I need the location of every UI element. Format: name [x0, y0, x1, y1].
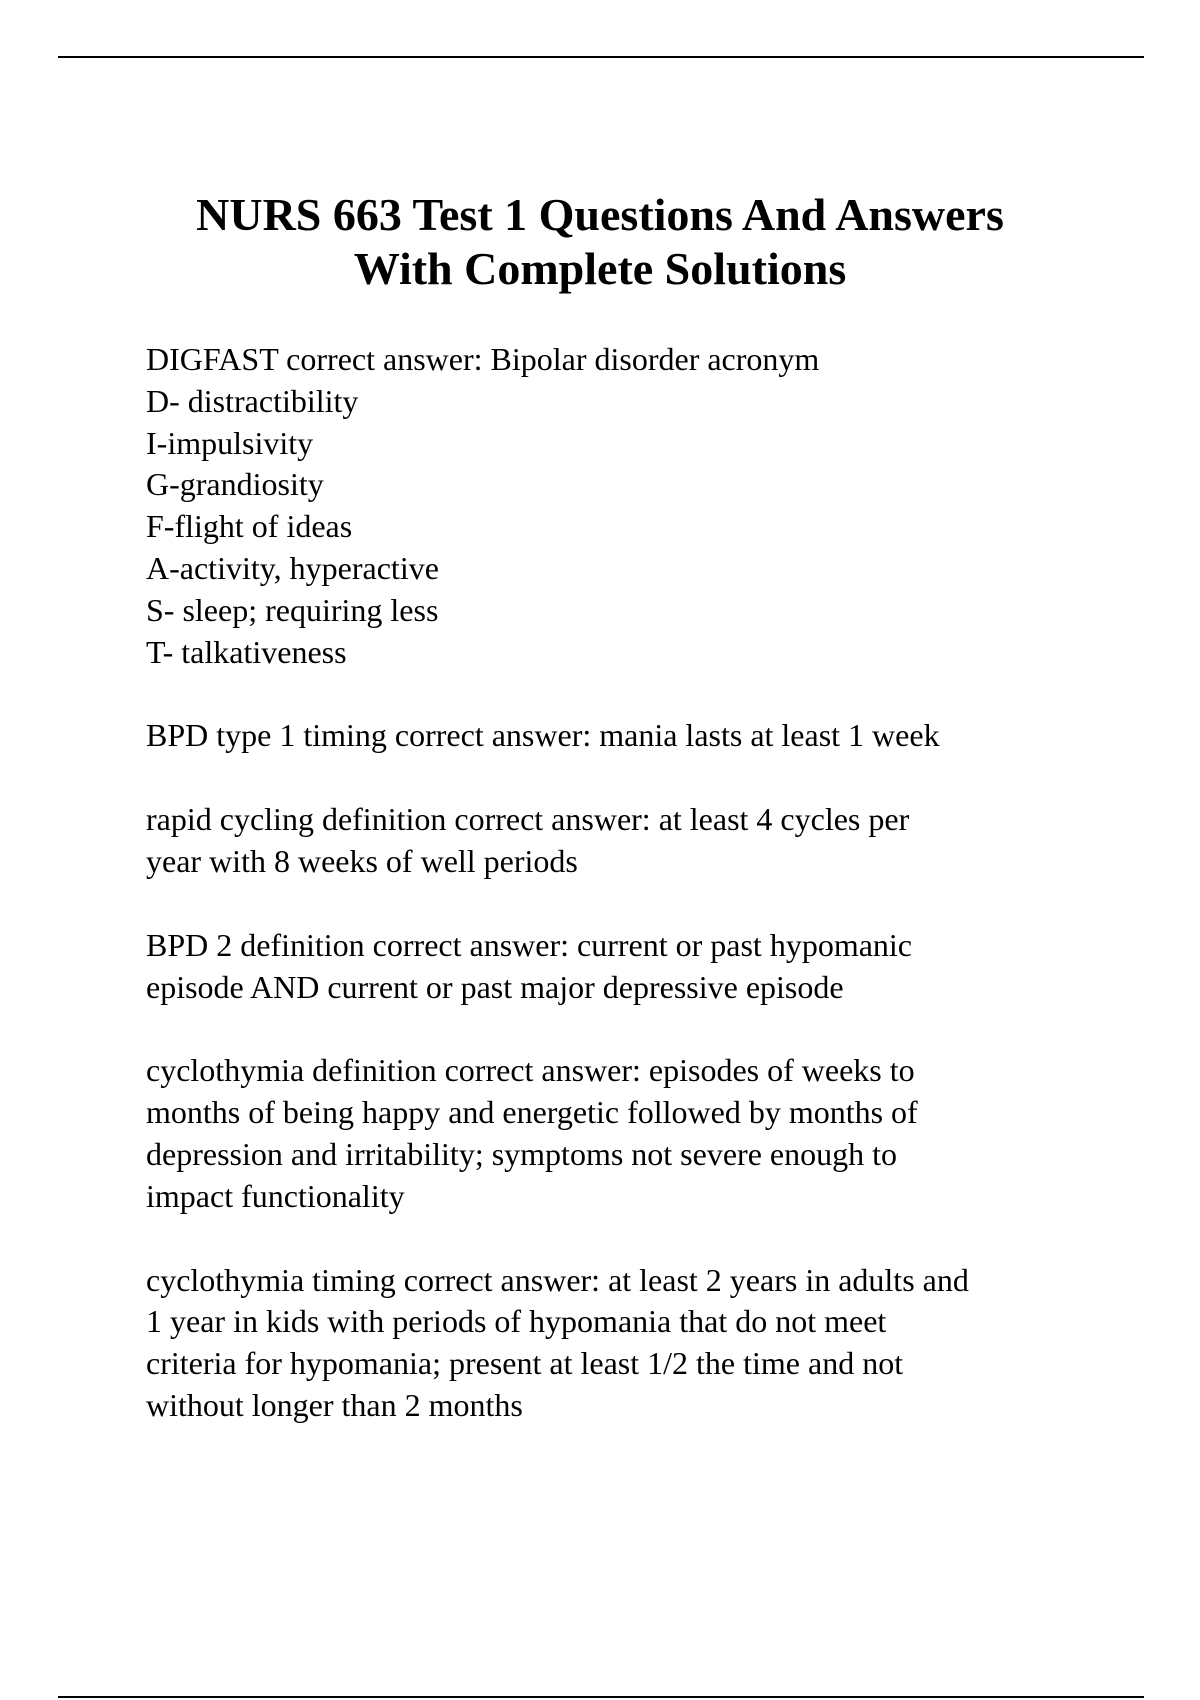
- entry-line: year with 8 weeks of well periods: [146, 842, 578, 879]
- entry-line: G-grandiosity: [146, 466, 324, 503]
- qa-entry-cyclothymia-definition: [146, 1050, 1146, 1217]
- qa-entry-bpd1-timing: [146, 715, 1146, 757]
- entry-line: depression and irritability; symptoms not severe enough to: [146, 1135, 897, 1172]
- qa-entry-digfast: [146, 339, 1146, 673]
- document-body: [146, 339, 1146, 1469]
- qa-entry-cyclothymia-timing: [146, 1260, 1146, 1427]
- page-title: [60, 188, 1140, 296]
- entry-line: T- talkativeness: [146, 633, 347, 670]
- entry-line: D- distractibility: [146, 382, 359, 419]
- entry-line: S- sleep; requiring less: [146, 591, 439, 628]
- entry-line: 1 year in kids with periods of hypomania that do not meet: [146, 1303, 887, 1340]
- entry-line: I-impulsivity: [146, 424, 314, 461]
- qa-entry-rapid-cycling: [146, 799, 1146, 883]
- entry-line: rapid cycling definition correct answer: at least 4 cycles per: [146, 801, 910, 838]
- entry-line: BPD type 1 timing correct answer: mania lasts at least 1 week: [146, 717, 940, 754]
- top-rule: [58, 56, 1144, 58]
- qa-entry-bpd2-definition: [146, 925, 1146, 1009]
- entry-line: F-flight of ideas: [146, 508, 353, 545]
- title-line: With Complete Solutions: [353, 243, 847, 294]
- entry-line: criteria for hypomania; present at least 1/2 the time and not: [146, 1345, 904, 1382]
- entry-line: A-activity, hyperactive: [146, 549, 439, 586]
- entry-line: impact functionality: [146, 1177, 405, 1214]
- entry-line: cyclothymia timing correct answer: at least 2 years in adults and: [146, 1261, 969, 1298]
- entry-line: without longer than 2 months: [146, 1386, 523, 1423]
- entry-line: months of being happy and energetic followed by months of: [146, 1094, 918, 1131]
- title-line: NURS 663 Test 1 Questions And Answers: [196, 189, 1004, 240]
- entry-line: BPD 2 definition correct answer: current or past hypomanic: [146, 926, 912, 963]
- entry-line: episode AND current or past major depressive episode: [146, 968, 844, 1005]
- bottom-rule: [58, 1696, 1144, 1698]
- entry-line: cyclothymia definition correct answer: episodes of weeks to: [146, 1052, 915, 1089]
- entry-line: DIGFAST correct answer: Bipolar disorder acronym: [146, 341, 820, 377]
